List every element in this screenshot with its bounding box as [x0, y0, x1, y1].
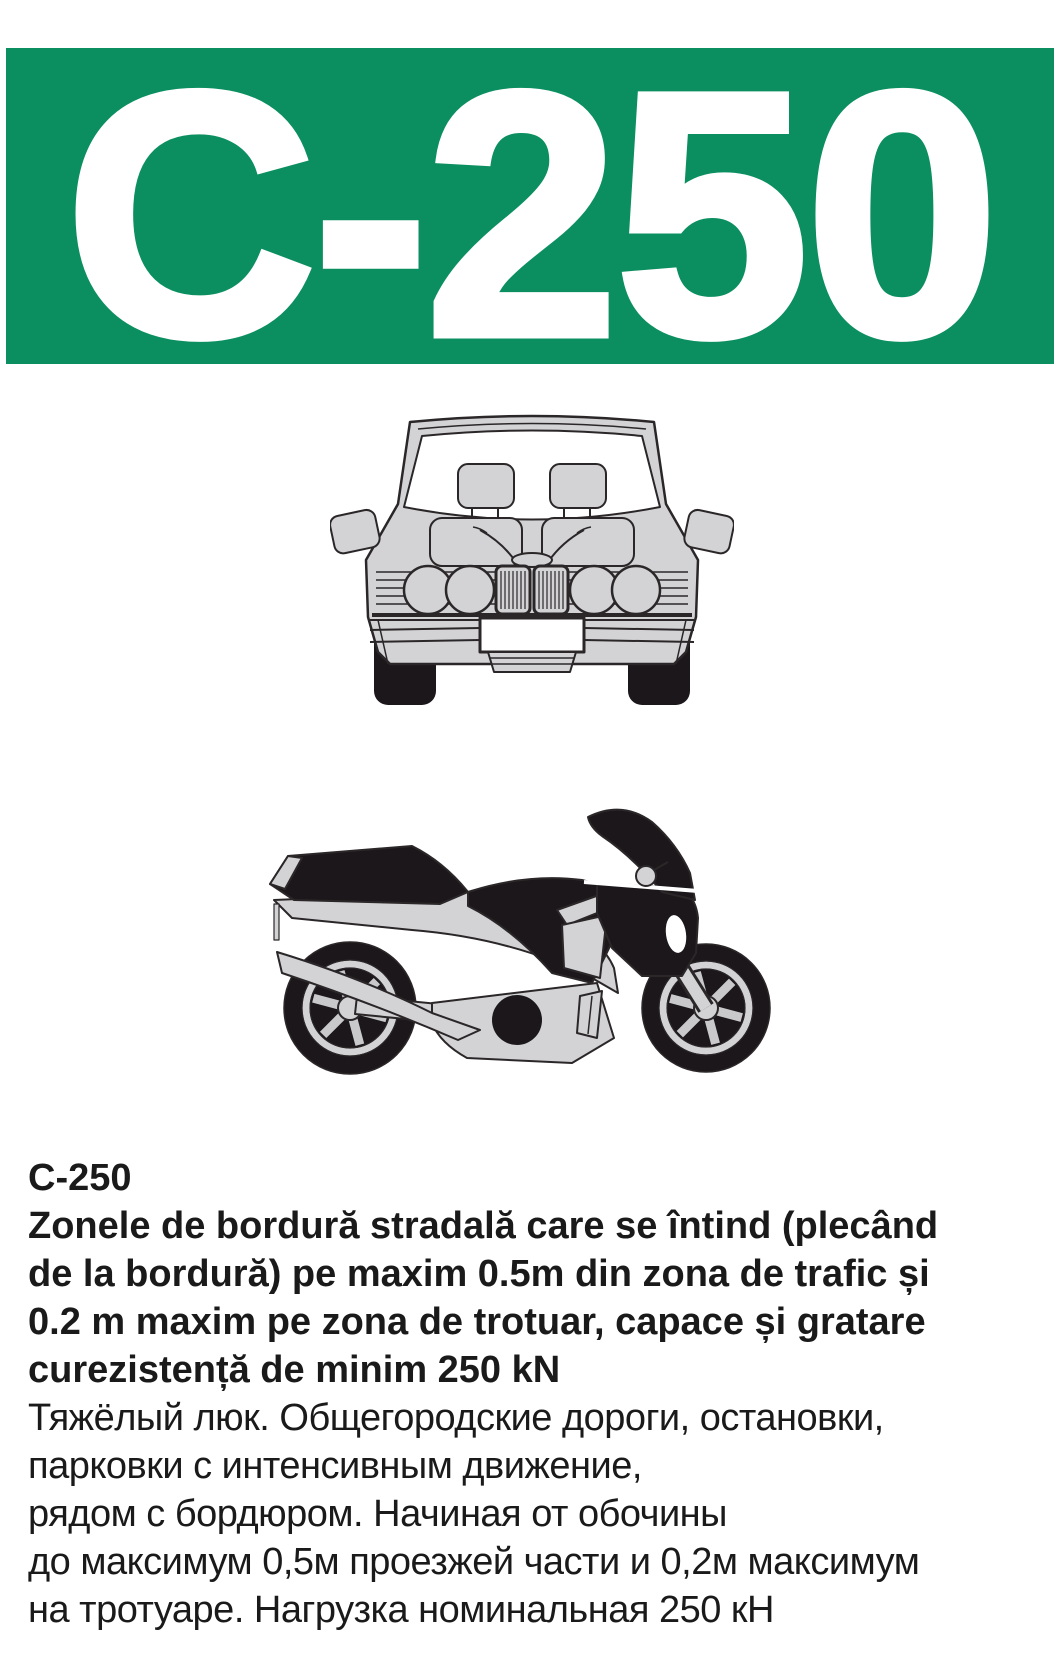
description-line-ru: на тротуаре. Нагрузка номинальная 250 кН [28, 1589, 774, 1631]
description-line-ru: рядом с бордюром. Начиная от обочины [28, 1493, 727, 1535]
car-headlight [446, 566, 494, 614]
moto-frame [562, 915, 607, 978]
description-line-ru: парковки с интенсивным движение, [28, 1445, 642, 1487]
description-line-ro: 0.2 m maxim pe zona de trotuar, capace și gratare [28, 1301, 926, 1343]
moto-seat-tail [270, 846, 468, 904]
description-line-ru: до максимум 0,5м проезжей части и 0,2м максимум [28, 1541, 920, 1583]
motorcycle-side-illustration [262, 788, 802, 1088]
description-line-ro: curezistență de minim 250 kN [28, 1349, 561, 1391]
car-mirror-right [683, 508, 734, 555]
car-seat-right [542, 518, 634, 566]
car-headrest-right [550, 464, 606, 508]
description-block [28, 1154, 1042, 1634]
moto-engine [492, 995, 542, 1045]
car-mirror-left [330, 508, 381, 555]
moto-mirror [636, 866, 656, 886]
description-heading: C-250 [28, 1157, 132, 1199]
car-seat-left [430, 518, 522, 566]
description-line-ro: Zonele de bordură stradală care se întind (plecând [28, 1205, 939, 1247]
load-class-code: C-250 [64, 18, 996, 409]
description-line-ru: Тяжёлый люк. Общегородские дороги, остановки, [28, 1397, 884, 1439]
car-headrest-left [458, 464, 514, 508]
car-windshield [404, 431, 660, 520]
description-line-ro: de la bordură) pe maxim 0.5m din zona de trafic și [28, 1253, 930, 1295]
car-headlight [612, 566, 660, 614]
load-class-banner [6, 18, 1054, 409]
car-front-illustration [330, 412, 734, 708]
car-license-plate [480, 618, 584, 652]
